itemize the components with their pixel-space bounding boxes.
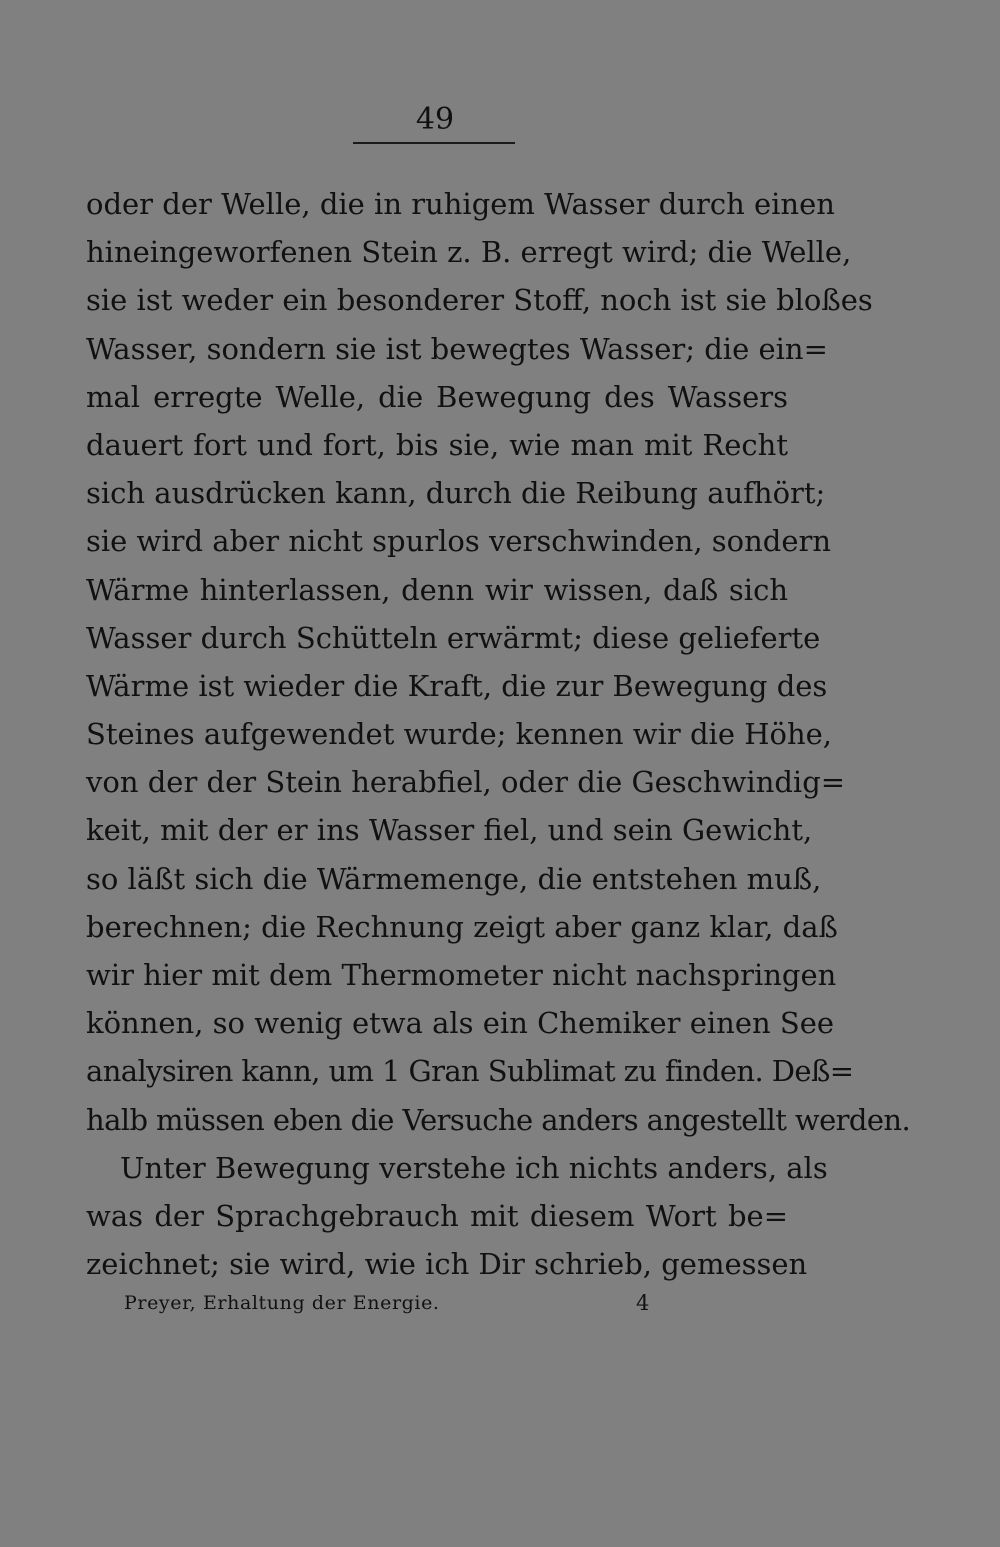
text-line-paragraph-start: Unter Bewegung verstehe ich nichts anders, als [120,1150,828,1185]
text-line: so läßt sich die Wärmemenge, die entstehen muß, [86,861,822,896]
text-line: sie ist weder ein besonderer Stoff, noch ist sie bloßes [86,283,873,318]
text-line: dauert fort und fort, bis sie, wie man mit Recht [86,427,788,462]
text-line: Wärme ist wieder die Kraft, die zur Bewegung des [86,668,828,703]
text-line: können, so wenig etwa als ein Chemiker einen See [86,1006,835,1041]
body-text [86,180,911,1288]
page-number: 49 [415,102,455,137]
text-line: wir hier mit dem Thermometer nicht nachspringen [86,958,837,992]
text-line: sie wird aber nicht spurlos verschwinden, sondern [86,524,832,559]
text-line: halb müssen eben die Versuche anders angestellt werden. [86,1102,911,1137]
text-line: zeichnet; sie wird, wie ich Dir schrieb, gemessen [86,1247,808,1282]
text-line: Wasser durch Schütteln erwärmt; diese gelieferte [86,620,821,655]
text-line: analysiren kann, um 1 Gran Sublimat zu finden. Deß= [86,1054,854,1089]
text-line: Wasser, sondern sie ist bewegtes Wasser; die ein= [86,331,828,366]
text-line: berechnen; die Rechnung zeigt aber ganz klar, daß [86,909,838,944]
text-line: was der Sprachgebrauch mit diesem Wort be= [86,1198,788,1233]
text-line: Wärme hinterlassen, denn wir wissen, daß sich [86,572,788,607]
text-line: oder der Welle, die in ruhigem Wasser durch einen [86,187,835,221]
text-line: keit, mit der er ins Wasser fiel, und sein Gewicht, [86,813,813,848]
header-rule [353,142,515,144]
text-line: Steines aufgewendet wurde; kennen wir die Höhe, [86,717,833,752]
text-line: hineingeworfenen Stein z. B. erregt wird; die Welle, [86,235,852,270]
footer-signature: Preyer, Erhaltung der Energie. [124,1292,440,1314]
text-line: mal erregte Welle, die Bewegung des Wassers [86,379,788,414]
text-line: sich ausdrücken kann, durch die Reibung aufhört; [86,476,826,511]
text-line: von der der Stein herabfiel, oder die Geschwindig= [86,765,846,800]
footer-sheet-number: 4 [636,1291,650,1315]
